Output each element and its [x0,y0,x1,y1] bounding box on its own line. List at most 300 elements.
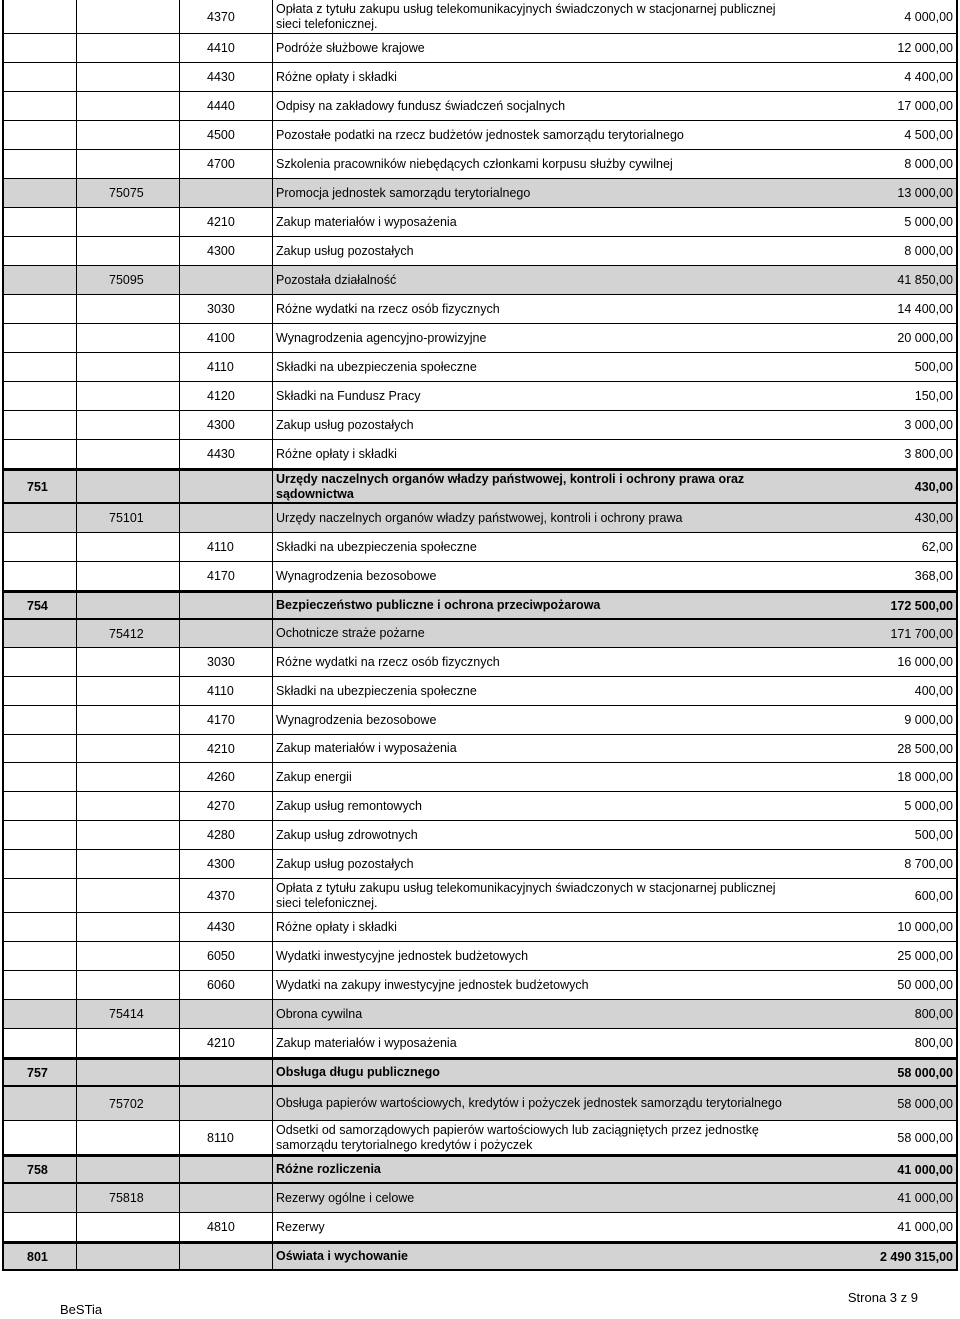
amount-cell-text: 2 490 315,00 [880,1249,953,1264]
amount-cell [783,179,953,207]
description-cell [273,1244,788,1269]
description-cell-text: Różne opłaty i składki [276,69,397,84]
paragraf-cell [180,440,273,468]
description-cell-text: Bezpieczeństwo publiczne i ochrona przeciwpożarowa [276,598,601,612]
rozdzial-cell [77,150,180,178]
amount-cell-text: 500,00 [914,828,953,842]
table-row-rozdzial [3,620,957,648]
amount-cell-text: 41 000,00 [897,1220,953,1234]
amount-cell-text: 800,00 [914,1007,953,1021]
rozdzial-cell [77,208,180,236]
dzial-cell [3,971,77,999]
paragraf-cell-text: 4210 [207,1036,235,1050]
table-row-rozdzial [3,1184,957,1213]
paragraf-cell [180,266,273,294]
table-row-paragraf [3,850,957,879]
paragraf-cell [180,1184,273,1212]
paragraf-cell [180,763,273,791]
rozdzial-cell [77,504,180,532]
rozdzial-cell [77,879,180,912]
amount-cell [783,971,953,999]
paragraf-cell-text: 6060 [207,978,235,992]
description-cell-text: Zakup usług remontowych [276,798,422,813]
amount-cell [783,792,953,820]
dzial-cell [3,1244,77,1269]
amount-cell [783,1157,953,1182]
amount-cell-text: 3 800,00 [904,447,953,461]
paragraf-cell-text: 4430 [207,70,235,84]
paragraf-cell [180,295,273,323]
rozdzial-cell [77,471,180,502]
amount-cell [783,34,953,62]
dzial-cell [3,1087,77,1120]
paragraf-cell-text: 4370 [207,888,235,903]
description-cell-text: Szkolenia pracowników niebędących członkami korpusu służby cywilnej [276,156,673,171]
rozdzial-cell-text: 75414 [109,1007,144,1021]
paragraf-cell [180,1121,273,1154]
amount-cell [783,411,953,439]
table-row-paragraf [3,208,957,237]
description-cell-text: Promocja jednostek samorządu terytorialnego [276,185,531,200]
amount-cell [783,879,953,912]
description-cell-text: Różne opłaty i składki [276,446,397,461]
rozdzial-cell [77,792,180,820]
table-row-paragraf [3,0,957,34]
table-row-paragraf [3,1121,957,1155]
rozdzial-cell [77,1213,180,1241]
description-cell [273,879,788,912]
description-cell-text: Zakup energii [276,769,352,784]
description-cell [273,706,788,734]
table-row-rozdzial [3,504,957,533]
amount-cell [783,735,953,762]
table-row-paragraf [3,382,957,411]
amount-cell-text: 58 000,00 [897,1130,953,1145]
paragraf-cell [180,34,273,62]
table-row-paragraf [3,150,957,179]
dzial-cell [3,471,77,502]
table-row-paragraf [3,821,957,850]
description-cell [273,593,788,618]
paragraf-cell-text: 6050 [207,949,235,963]
paragraf-cell [180,382,273,410]
amount-cell [783,121,953,149]
paragraf-cell [180,593,273,618]
paragraf-cell [180,92,273,120]
description-cell-text: Zakup usług zdrowotnych [276,827,418,842]
amount-cell [783,266,953,294]
amount-cell [783,763,953,791]
description-cell [273,763,788,791]
dzial-cell [3,879,77,912]
description-cell-text: Składki na ubezpieczenia społeczne [276,683,477,698]
amount-cell-text: 600,00 [914,888,953,903]
paragraf-cell [180,411,273,439]
rozdzial-cell [77,735,180,762]
paragraf-cell [180,620,273,647]
description-cell-text: Oświata i wychowanie [276,1249,408,1263]
dzial-cell [3,1029,77,1057]
description-cell-text: Opłata z tytułu zakupu usług telekomunikacyjnych świadczonych w stacjonarnej publicznej sieci telefonicznej. [276,880,776,910]
amount-cell-text: 500,00 [914,360,953,374]
paragraf-cell-text: 4110 [207,684,234,698]
dzial-cell-text: 801 [27,1249,48,1264]
table-row-paragraf [3,1213,957,1242]
amount-cell [783,471,953,502]
amount-cell-text: 430,00 [914,479,953,494]
amount-cell-text: 171 700,00 [890,626,953,641]
paragraf-cell-text: 4110 [207,360,234,374]
dzial-cell [3,0,77,33]
description-cell-text: Zakup usług pozostałych [276,243,414,258]
description-cell [273,1060,788,1085]
description-cell-text: Składki na Fundusz Pracy [276,388,421,403]
dzial-cell [3,792,77,820]
paragraf-cell [180,1213,273,1241]
paragraf-cell [180,1000,273,1028]
description-cell-text: Różne opłaty i składki [276,919,397,934]
description-cell-text: Ochotnicze straże pożarne [276,626,425,640]
paragraf-cell-text: 4300 [207,857,235,871]
paragraf-cell [180,648,273,676]
footer-app-name: BeSTia [60,1302,103,1317]
amount-cell-text: 58 000,00 [897,1096,953,1111]
dzial-cell [3,821,77,849]
description-cell-text: Urzędy naczelnych organów władzy państwowej, kontroli i ochrony prawa oraz sądownictwa [276,471,745,501]
amount-cell-text: 41 000,00 [897,1191,953,1205]
amount-cell-text: 25 000,00 [897,949,953,963]
description-cell [273,1157,788,1182]
rozdzial-cell [77,1184,180,1212]
description-cell-text: Odpisy na zakładowy fundusz świadczeń socjalnych [276,98,566,113]
paragraf-cell-text: 4700 [207,157,235,171]
column-divider [76,0,77,1271]
amount-cell-text: 430,00 [914,511,953,525]
rozdzial-cell [77,1244,180,1269]
table-row-paragraf [3,677,957,706]
paragraf-cell-text: 4210 [207,741,235,756]
rozdzial-cell [77,411,180,439]
description-cell-text: Różne wydatki na rzecz osób fizycznych [276,301,500,316]
paragraf-cell-text: 4170 [207,569,235,583]
rozdzial-cell [77,706,180,734]
rozdzial-cell [77,1121,180,1154]
rozdzial-cell [77,942,180,970]
amount-cell-text: 5 000,00 [904,799,953,813]
description-cell-text: Podróże służbowe krajowe [276,40,425,55]
dzial-cell [3,706,77,734]
amount-cell [783,821,953,849]
rozdzial-cell [77,0,180,33]
table-row-paragraf [3,34,957,63]
description-cell [273,648,788,676]
description-cell [273,1121,788,1154]
amount-cell [783,1087,953,1120]
description-cell [273,533,788,561]
amount-cell-text: 5 000,00 [904,215,953,229]
table-row-paragraf [3,879,957,913]
table-row-paragraf [3,792,957,821]
rozdzial-cell [77,1157,180,1182]
table-row-paragraf [3,411,957,440]
dzial-cell [3,620,77,647]
column-divider [2,0,4,1271]
column-divider [272,0,273,1271]
amount-cell [783,295,953,323]
rozdzial-cell-text: 75095 [109,273,144,287]
description-cell [273,1213,788,1241]
description-cell [273,208,788,236]
table-row-paragraf [3,942,957,971]
rozdzial-cell [77,1000,180,1028]
dzial-cell [3,942,77,970]
description-cell [273,1184,788,1212]
paragraf-cell [180,471,273,502]
description-cell [273,411,788,439]
paragraf-cell [180,1060,273,1085]
paragraf-cell [180,63,273,91]
rozdzial-cell [77,971,180,999]
rozdzial-cell [77,34,180,62]
dzial-cell [3,382,77,410]
dzial-cell [3,150,77,178]
dzial-cell [3,1213,77,1241]
description-cell [273,121,788,149]
amount-cell-text: 368,00 [914,569,953,583]
paragraf-cell-text: 4210 [207,215,235,229]
table-row-dzial [3,591,957,620]
paragraf-cell [180,971,273,999]
description-cell [273,471,788,502]
description-cell-text: Pozostała działalność [276,272,397,287]
paragraf-cell [180,1157,273,1182]
table-row-paragraf [3,562,957,591]
description-cell [273,1000,788,1028]
amount-cell [783,324,953,352]
amount-cell-text: 13 000,00 [897,186,953,200]
amount-cell-text: 172 500,00 [890,598,953,613]
amount-cell-text: 14 400,00 [897,302,953,316]
amount-cell [783,237,953,265]
table-row-paragraf [3,92,957,121]
amount-cell [783,593,953,618]
amount-cell-text: 8 000,00 [904,244,953,258]
dzial-cell [3,121,77,149]
amount-cell-text: 16 000,00 [897,655,953,669]
table-row-rozdzial [3,1000,957,1029]
table-row-paragraf [3,533,957,562]
paragraf-cell-text: 3030 [207,302,235,316]
amount-cell [783,353,953,381]
dzial-cell [3,1157,77,1182]
rozdzial-cell [77,92,180,120]
table-row-paragraf [3,648,957,677]
rozdzial-cell [77,913,180,941]
rozdzial-cell [77,562,180,590]
table-row-paragraf [3,353,957,382]
footer-page-number: Strona 3 z 9 [847,1290,918,1305]
description-cell-text: Urzędy naczelnych organów władzy państwowej, kontroli i ochrony prawa [276,510,683,525]
amount-cell [783,1244,953,1269]
description-cell-text: Obrona cywilna [276,1006,363,1021]
amount-cell-text: 17 000,00 [897,99,953,113]
description-cell [273,295,788,323]
amount-cell-text: 3 000,00 [904,418,953,432]
description-cell-text: Obsługa długu publicznego [276,1065,440,1079]
paragraf-cell [180,533,273,561]
paragraf-cell [180,913,273,941]
dzial-cell [3,63,77,91]
description-cell-text: Wydatki na zakupy inwestycyjne jednostek budżetowych [276,977,589,992]
table-row-paragraf [3,440,957,469]
paragraf-cell [180,735,273,762]
description-cell [273,63,788,91]
description-cell [273,562,788,590]
table-row-dzial [3,1155,957,1184]
description-cell-text: Wynagrodzenia agencyjno-prowizyjne [276,330,487,345]
paragraf-cell-text: 4120 [207,389,235,403]
description-cell-text: Zakup materiałów i wyposażenia [276,741,457,755]
dzial-cell [3,763,77,791]
paragraf-cell [180,706,273,734]
paragraf-cell-text: 4410 [207,41,235,55]
dzial-cell [3,1121,77,1154]
description-cell-text: Zakup usług pozostałych [276,417,414,432]
rozdzial-cell-text: 75101 [109,511,144,525]
amount-cell [783,382,953,410]
dzial-cell [3,677,77,705]
amount-cell [783,504,953,532]
rozdzial-cell-text: 75412 [109,626,144,641]
table-row-paragraf [3,763,957,792]
amount-cell [783,942,953,970]
rozdzial-cell [77,121,180,149]
description-cell-text: Zakup materiałów i wyposażenia [276,1035,457,1050]
paragraf-cell-text: 8110 [207,1130,234,1145]
amount-cell-text: 9 000,00 [904,713,953,727]
rozdzial-cell [77,63,180,91]
amount-cell-text: 50 000,00 [897,978,953,992]
description-cell-text: Wynagrodzenia bezosobowe [276,712,437,727]
description-cell-text: Opłata z tytułu zakupu usług telekomunikacyjnych świadczonych w stacjonarnej publicznej sieci telefonicznej. [276,1,776,31]
rozdzial-cell [77,763,180,791]
rozdzial-cell [77,821,180,849]
dzial-cell [3,208,77,236]
table-row-paragraf [3,121,957,150]
dzial-cell [3,562,77,590]
table-row-paragraf [3,237,957,266]
amount-cell [783,1121,953,1154]
paragraf-cell [180,792,273,820]
amount-cell-text: 150,00 [914,389,953,403]
dzial-cell [3,179,77,207]
amount-cell [783,677,953,705]
description-cell [273,735,788,762]
amount-cell [783,1060,953,1085]
table-row-paragraf [3,971,957,1000]
dzial-cell [3,353,77,381]
dzial-cell [3,533,77,561]
paragraf-cell-text: 4100 [207,331,235,345]
description-cell [273,504,788,532]
amount-cell-text: 41 000,00 [897,1162,953,1177]
description-cell-text: Zakup usług pozostałych [276,856,414,871]
paragraf-cell [180,353,273,381]
dzial-cell [3,237,77,265]
description-cell [273,0,788,33]
paragraf-cell-text: 4810 [207,1220,235,1234]
description-cell [273,620,788,647]
paragraf-cell-text: 4260 [207,770,235,784]
description-cell [273,913,788,941]
rozdzial-cell-text: 75818 [109,1191,144,1205]
table-row-dzial [3,469,957,504]
amount-cell [783,1184,953,1212]
amount-cell [783,533,953,561]
paragraf-cell [180,504,273,532]
dzial-cell [3,1060,77,1085]
description-cell [273,150,788,178]
paragraf-cell [180,677,273,705]
paragraf-cell [180,324,273,352]
paragraf-cell-text: 4170 [207,713,235,727]
description-cell [273,382,788,410]
paragraf-cell [180,0,273,33]
rozdzial-cell [77,237,180,265]
table-row-paragraf [3,295,957,324]
rozdzial-cell [77,324,180,352]
amount-cell-text: 4 500,00 [904,128,953,142]
rozdzial-cell-text: 75702 [109,1096,144,1111]
rozdzial-cell [77,1087,180,1120]
rozdzial-cell [77,677,180,705]
amount-cell [783,1029,953,1057]
paragraf-cell [180,237,273,265]
amount-cell-text: 28 500,00 [897,741,953,756]
paragraf-cell [180,1087,273,1120]
amount-cell-text: 12 000,00 [897,41,953,55]
description-cell [273,792,788,820]
paragraf-cell [180,850,273,878]
column-divider [956,0,958,1271]
description-cell [273,971,788,999]
amount-cell [783,150,953,178]
table-row-rozdzial [3,1087,957,1121]
dzial-cell [3,411,77,439]
amount-cell [783,620,953,647]
dzial-cell [3,1184,77,1212]
description-cell [273,677,788,705]
paragraf-cell-text: 4430 [207,920,235,934]
table-row-dzial [3,1058,957,1087]
amount-cell [783,1000,953,1028]
amount-cell-text: 8 000,00 [904,157,953,171]
description-cell [273,92,788,120]
rozdzial-cell [77,620,180,647]
description-cell [273,34,788,62]
description-cell [273,942,788,970]
rozdzial-cell [77,1060,180,1085]
paragraf-cell-text: 4300 [207,418,235,432]
amount-cell-text: 18 000,00 [897,770,953,784]
paragraf-cell [180,1244,273,1269]
description-cell-text: Różne wydatki na rzecz osób fizycznych [276,654,500,669]
amount-cell-text: 4 400,00 [904,70,953,84]
dzial-cell-text: 757 [27,1065,48,1080]
dzial-cell-text: 758 [27,1162,48,1177]
rozdzial-cell [77,382,180,410]
description-cell [273,353,788,381]
